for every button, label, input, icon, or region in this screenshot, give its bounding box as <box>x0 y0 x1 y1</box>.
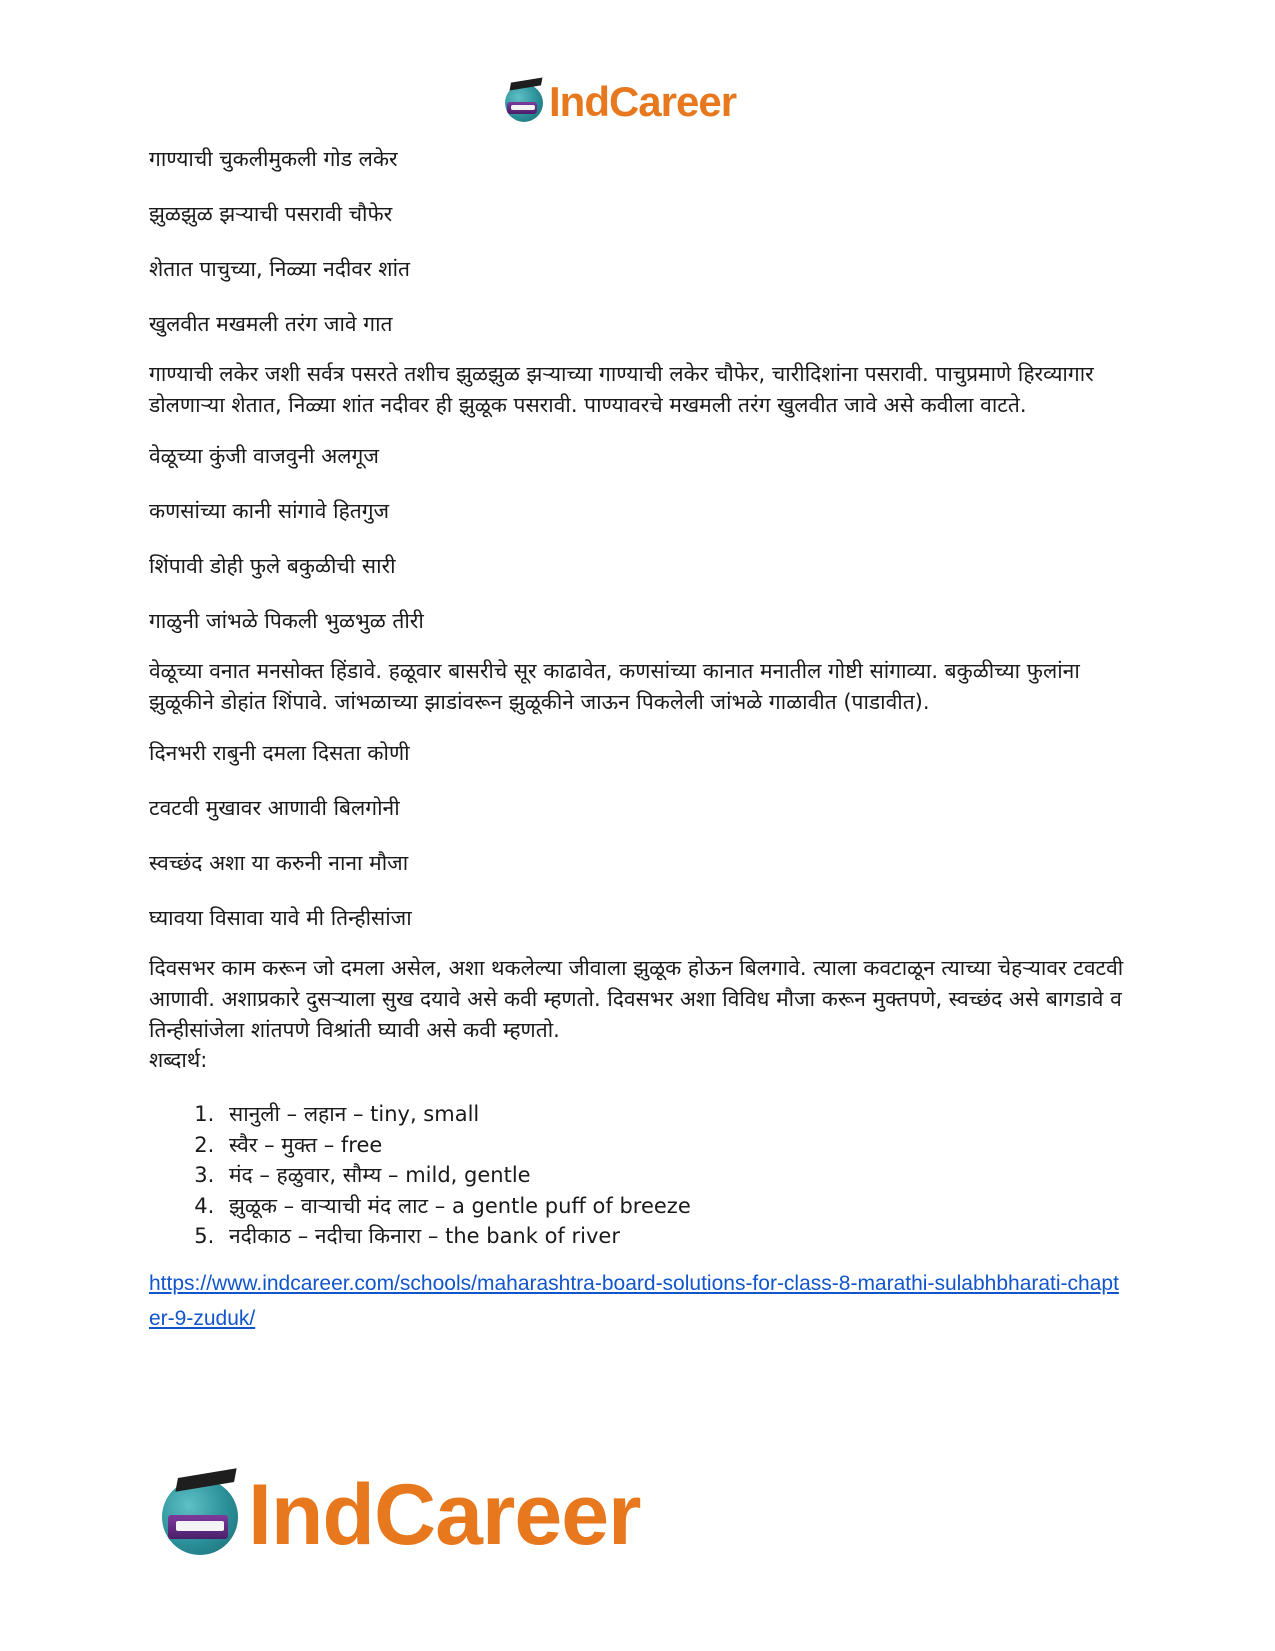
document-body <box>149 146 1129 1336</box>
explanation-paragraph: वेळूच्या वनात मनसोक्त हिंडावे. हळूवार बासरीचे सूर काढावेत, कणसांच्या कानात मनातील गोष्टी सांगाव्या. बकुळीच्या फुलांना झुळूकीने डोहांत शिंपावे. जांभळाच्या झाडांवरून झुळूकीने जाऊन पिकलेली जांभळे गाळावीत (पाडावीत). <box>149 659 1080 714</box>
verse-line: खुलवीत मखमली तरंग जावे गात <box>149 312 393 336</box>
verse-line: शिंपावी डोही फुले बकुळीची सारी <box>149 554 396 578</box>
glossary-heading: शब्दार्थ: <box>149 1048 208 1072</box>
source-link[interactable]: https://www.indcareer.com/schools/maharashtra-board-solutions-for-class-8-marathi-sulabhbharati-chapter-9-zuduk/ <box>149 1271 1119 1330</box>
verse-line: दिनभरी राबुनी दमला दिसता कोणी <box>149 741 410 765</box>
verse-line: झुळझुळ झऱ्याची पसरावी चौफेर <box>149 202 393 226</box>
graduation-globe-icon <box>503 80 547 124</box>
indcareer-logo-top <box>503 78 736 126</box>
glossary-item: 5. नदीकाठ – नदीचा किनारा – the bank of river <box>221 1221 1129 1252</box>
verse-line: टवटवी मुखावर आणावी बिलगोनी <box>149 796 400 820</box>
verse-line: कणसांच्या कानी सांगावे हितगुज <box>149 499 390 523</box>
verse-line: शेतात पाचुच्या, निळ्या नदीवर शांत <box>149 257 410 281</box>
verse-line: गाण्याची चुकलीमुकली गोड लकेर <box>149 147 398 171</box>
explanation-paragraph: गाण्याची लकेर जशी सर्वत्र पसरते तशीच झुळझुळ झऱ्याच्या गाण्याची लकेर चौफेर, चारीदिशांना पसरावी. पाचुप्रमाणे हिरव्यागार डोलणाऱ्या शेतात, निळ्या शांत नदीवर ही झुळूक पसरावी. पाण्यावरचे मखमली तरंग खुलवीत जावे असे कवीला वाटते. <box>149 362 1094 417</box>
verse-line: वेळूच्या कुंजी वाजवुनी अलगूज <box>149 444 379 468</box>
verse-line: स्वच्छंद अशा या करुनी नाना मौजा <box>149 851 409 875</box>
glossary-item: 1. सानुली – लहान – tiny, small <box>221 1099 1129 1130</box>
indcareer-logo-bottom <box>160 1467 641 1563</box>
glossary-item: 4. झुळूक – वाऱ्याची मंद लाट – a gentle puff of breeze <box>221 1191 1129 1222</box>
verse-line: गाळुनी जांभळे पिकली भुळभुळ तीरी <box>149 609 424 633</box>
logo-text: IndCareer <box>248 1467 641 1563</box>
verse-line: घ्यावया विसावा यावे मी तिन्हीसांजा <box>149 906 412 930</box>
glossary-item: 3. मंद – हळुवार, सौम्य – mild, gentle <box>221 1160 1129 1191</box>
graduation-globe-icon <box>160 1473 244 1557</box>
logo-text: IndCareer <box>549 78 737 125</box>
explanation-paragraph: दिवसभर काम करून जो दमला असेल, अशा थकलेल्या जीवाला झुळूक होऊन बिलगावे. त्याला कवटाळून त्याच्या चेहऱ्यावर टवटवी आणावी. अशाप्रकारे दुसऱ्याला सुख दयावे असे कवी म्हणतो. दिवसभर अशा विविध मौजा करून मुक्तपणे, स्वच्छंद असे बागडावे व तिन्हीसांजेला शांतपणे विश्रांती घ्यावी असे कवी म्हणतो. <box>149 956 1124 1042</box>
glossary-list <box>149 1099 1129 1252</box>
glossary-item: 2. स्वैर – मुक्त – free <box>221 1130 1129 1161</box>
